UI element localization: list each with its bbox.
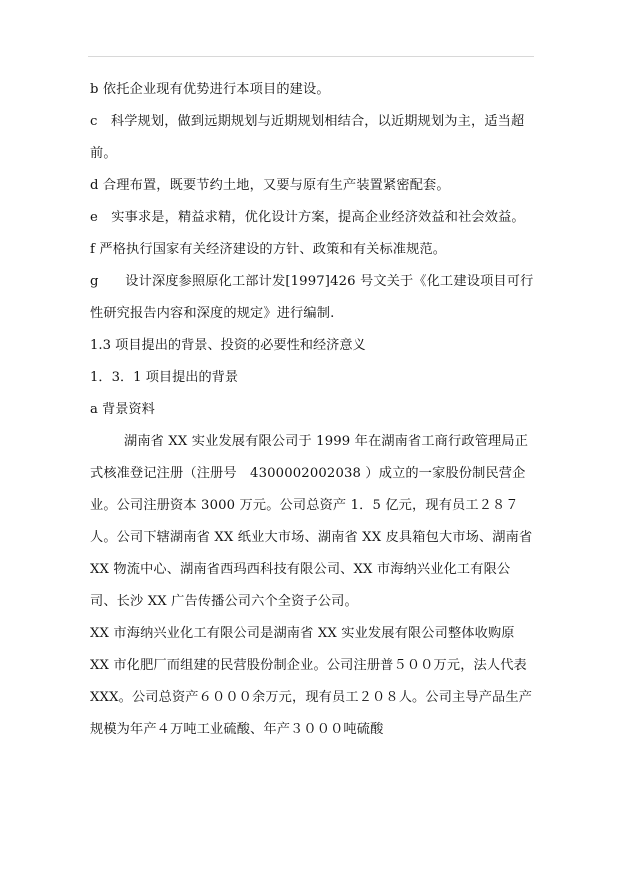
principle-g: g 设计深度参照原化工部计发[1997]426 号文关于《化工建设项目可行性研究报告内容和深度的规定》进行编制. — [90, 274, 534, 321]
company-intro-paragraph: 湖南省 XX 实业发展有限公司于 1999 年在湖南省工商行政管理局正式核准登记注册（注册号 4300002002038 ）成立的一家股份制民营企业。公司注册资本 3000 万元。公司总资产 1．5 亿元，现有员工２８７人。公司下辖湖南省 XX 纸业大市场、湖南省 XX 皮具箱包大市场、湖南省 XX 物流中心、湖南省西玛西科技有限公司、XX 市海纳兴业化工有限公司、长沙 XX 广告传播公司六个全资子公司。 — [90, 434, 533, 609]
header-rule — [88, 56, 534, 57]
principle-e: e 实事求是，精益求精，优化设计方案，提高企业经济效益和社会效益。 — [90, 210, 525, 225]
section-heading-1-3: 1.3 项目提出的背景、投资的必要性和经济意义 — [90, 338, 366, 353]
principle-c: c 科学规划，做到远期规划与近期规划相结合，以近期规划为主，适当超前。 — [90, 114, 525, 161]
item-heading-a: a 背景资料 — [90, 402, 155, 417]
principle-d: d 合理布置，既要节约土地，又要与原有生产装置紧密配套。 — [90, 178, 450, 193]
principle-f: f 严格执行国家有关经济建设的方针、政策和有关标准规范。 — [90, 242, 447, 257]
subsection-heading-1-3-1: 1．3．1 项目提出的背景 — [90, 370, 239, 385]
principle-b: b 依托企业现有优势进行本项目的建设。 — [90, 82, 330, 97]
subsidiary-paragraph: XX 市海纳兴业化工有限公司是湖南省 XX 实业发展有限公司整体收购原 XX 市化肥厂而组建的民营股份制企业。公司注册普５００万元，法人代表 XXX。公司总资产６０００余万元，现有员工２０８人。公司主导产品生产规模为年产４万吨工业硫酸、年产３０００吨硫酸 — [90, 626, 533, 737]
document-page — [90, 74, 535, 746]
